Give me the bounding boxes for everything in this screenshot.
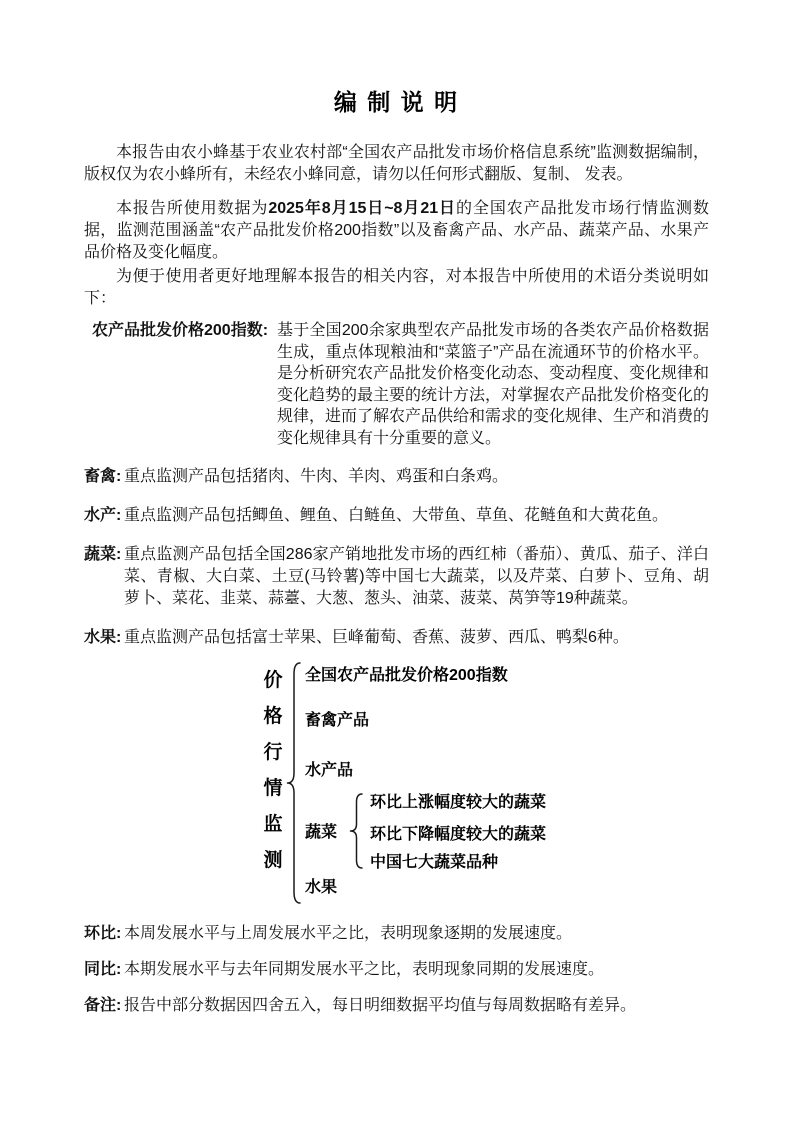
diagram-item-fruit: 水果 [305,879,338,896]
data-scope-prefix: 本报告所使用数据为 [116,200,269,217]
diagram-subitem-veg-up: 环比上涨幅度较大的蔬菜 [370,794,547,811]
price-index-200-text: 基于全国200余家典型农产品批发市场的各类农产品价格数据生成，重点体现粮油和“菜篮子”产品在流通环节的价格水平。是分析研究农产品批发价格变化动态、变动程度、变化规律和变化趋势的最主要的统计方法，对掌握农产品批发价格变化的规律，进而了解农产品供给和需求的变化规律、生产和消费的变化规律具有十分重要的意义。 [277,322,710,447]
vertical-char: 情 [263,778,283,799]
wow-text: 本周发展水平与上周发展水平之比，表明现象逐期的发展速度。 [124,925,573,942]
note-wow [84,923,709,945]
vertical-char: 格 [263,706,283,727]
vegetable-text: 重点监测产品包括全国286家产销地批发市场的西红柿（番茄）、黄瓜、茄子、洋白菜、青椒、大白菜、土豆(马铃薯)等中国七大蔬菜，以及芹菜、白萝卜、豆角、胡萝卜、菜花、韭菜、蒜薹、大葱、葱头、油菜、菠菜、莴笋等19种蔬菜。 [124,546,709,607]
diagram-subitem-veg-down: 环比下降幅度较大的蔬菜 [370,826,547,843]
aquatic-text: 重点监测产品包括鲫鱼、鲤鱼、白鲢鱼、大带鱼、草鱼、花鲢鱼和大黄花鱼。 [124,507,669,524]
definition-aquatic [84,505,709,527]
definition-livestock [84,466,709,488]
main-brace [286,662,302,904]
aquatic-label: 水产: [84,507,122,524]
vegetable-brace [349,793,364,869]
data-scope-suffix: 的全国农产品批发市场行情监测数据，监测范围涵盖“农产品批发价格200指数”以及畜禽产品、水产品、蔬菜产品、水果产品价格及变化幅度。 [84,200,709,261]
vertical-char: 行 [263,742,283,763]
paragraph-copyright: 本报告由农小蜂基于农业农村部“全国农产品批发市场价格信息系统”监测数据编制，版权仅为农小蜂所有，未经农小蜂同意，请勿以任何形式翻版、复制、 发表。 [84,144,709,183]
diagram-subitem-veg-seven: 中国七大蔬菜品种 [370,854,499,871]
diagram-item-aquatic: 水产品 [305,762,354,779]
livestock-label: 畜禽: [84,468,122,485]
fruit-label: 水果: [84,629,122,646]
livestock-text: 重点监测产品包括猪肉、牛肉、羊肉、鸡蛋和白条鸡。 [124,468,509,485]
paragraph-terms-intro: 为便于使用者更好地理解本报告的相关内容，对本报告中所使用的术语分类说明如下： [84,268,709,307]
intro-section [84,142,709,649]
paragraph-data-scope [84,198,709,264]
definition-fruit [84,627,709,649]
note-remark [84,995,709,1017]
vertical-char: 价 [263,670,283,691]
notes-section [84,923,709,1017]
vertical-char: 监 [263,814,283,835]
diagram-item-price-index: 全国农产品批发价格200指数 [305,667,508,684]
monitoring-scope-diagram [84,659,709,909]
vertical-char: 测 [263,850,283,871]
definition-price-index-200 [92,320,709,449]
diagram-item-vegetable: 蔬菜 [305,824,338,841]
price-index-200-label: 农产品批发价格200指数: [92,322,269,339]
definition-vegetable [84,544,709,610]
diagram-item-livestock: 畜禽产品 [305,712,370,729]
remark-label: 备注: [84,997,122,1014]
note-yoy [84,959,709,981]
wow-label: 环比: [84,925,122,942]
yoy-label: 同比: [84,961,122,978]
report-date-range: 2025年8月15日~8月21日 [268,200,456,217]
remark-text: 报告中部分数据因四舍五入，每日明细数据平均值与每周数据略有差异。 [124,997,637,1014]
yoy-text: 本期发展水平与去年同期发展水平之比，表明现象同期的发展速度。 [124,961,605,978]
vegetable-label: 蔬菜: [84,546,122,563]
page-title: 编 制 说 明 [333,89,460,115]
diagram-vertical-title [262,671,284,871]
fruit-text: 重点监测产品包括富士苹果、巨峰葡萄、香蕉、菠萝、西瓜、鸭梨6种。 [124,629,629,646]
